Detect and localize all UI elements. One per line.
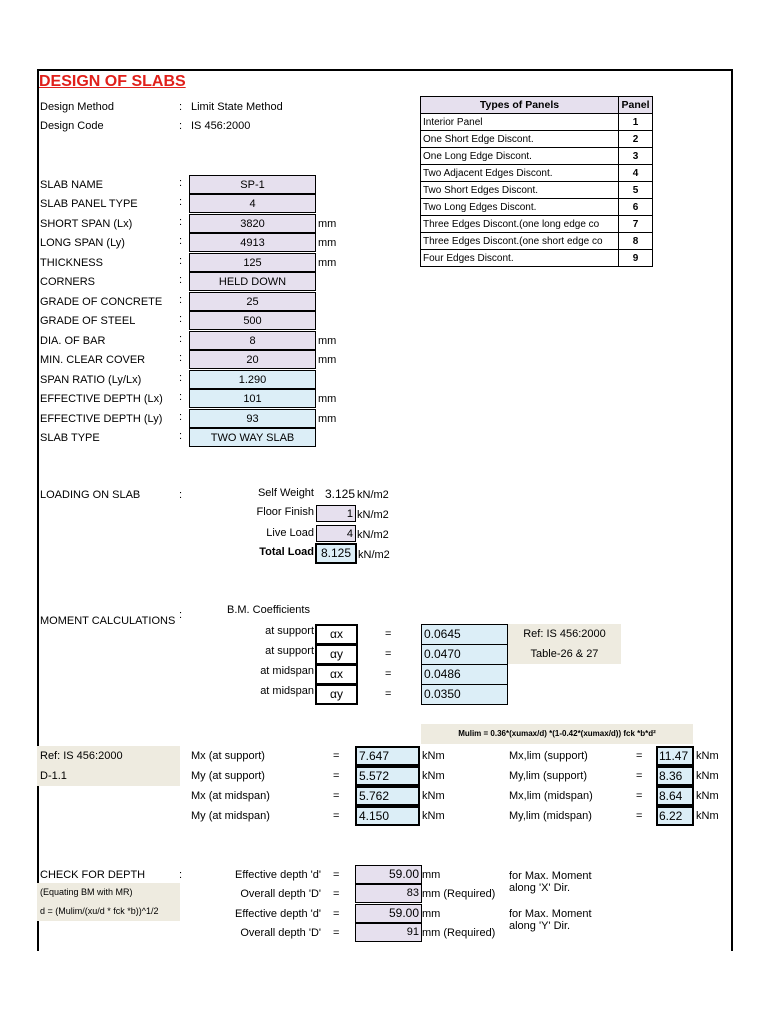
panel-number: 3 xyxy=(619,148,653,165)
input-label: GRADE OF CONCRETE xyxy=(40,296,163,308)
panel-row xyxy=(421,165,653,182)
depth-side-x-1: for Max. Moment xyxy=(509,870,592,882)
panel-row xyxy=(421,148,653,165)
self-weight-label: Self Weight xyxy=(257,487,314,499)
panel-name: Interior Panel xyxy=(421,114,619,131)
input-unit: mm xyxy=(318,413,337,425)
input-value-field[interactable]: 8 xyxy=(189,331,316,350)
depth-label: Effective depth 'd' xyxy=(235,908,321,920)
moment-value: 5.572 xyxy=(355,766,420,786)
depth-value: 83 xyxy=(355,884,422,903)
depth-unit: mm (Required) xyxy=(422,888,496,900)
live-load-label: Live Load xyxy=(266,527,314,539)
input-label: SHORT SPAN (Lx) xyxy=(40,218,133,230)
alpha-symbol: αx xyxy=(315,664,358,685)
design-method-label: Design Method xyxy=(40,101,114,113)
moment-calc-label: MOMENT CALCULATIONS xyxy=(40,615,176,627)
alpha-value: 0.0486 xyxy=(421,664,508,685)
depth-side-y-1: for Max. Moment xyxy=(509,908,592,920)
depth-side-x-2: along 'X' Dir. xyxy=(509,882,571,894)
moment-location-label: at support xyxy=(265,645,314,657)
input-unit: mm xyxy=(318,237,337,249)
moment-value: 4.150 xyxy=(355,806,420,826)
bm-coefficients-header: B.M. Coefficients xyxy=(227,604,310,616)
moment-label: My (at midspan) xyxy=(191,810,270,822)
input-value-field[interactable]: 4913 xyxy=(189,233,316,252)
panel-row xyxy=(421,114,653,131)
panel-types-table xyxy=(420,96,653,267)
input-value-field: 1.290 xyxy=(189,370,316,389)
depth-unit: mm xyxy=(422,908,441,920)
moment-limit-label: My,lim (midspan) xyxy=(509,810,592,822)
design-code-value: IS 456:2000 xyxy=(191,120,251,132)
moment-unit: kNm xyxy=(422,750,445,762)
moment-limit-unit: kNm xyxy=(696,790,719,802)
alpha-symbol: αy xyxy=(315,684,358,705)
depth-note-1: (Equating BM with MR) xyxy=(37,883,180,902)
input-value-field: 93 xyxy=(189,409,316,428)
moment-location-label: at midspan xyxy=(260,685,314,697)
panel-number: 9 xyxy=(619,250,653,267)
design-method-value: Limit State Method xyxy=(191,101,283,113)
alpha-value: 0.0645 xyxy=(421,624,508,645)
total-load-label: Total Load xyxy=(259,546,314,558)
moment-label: My (at support) xyxy=(191,770,265,782)
input-label: CORNERS xyxy=(40,276,96,288)
panel-row xyxy=(421,199,653,216)
loading-label: LOADING ON SLAB xyxy=(40,489,141,501)
input-value-field[interactable]: SP-1 xyxy=(189,175,316,194)
depth-value: 91 xyxy=(355,923,422,942)
panel-name: Four Edges Discont. xyxy=(421,250,619,267)
input-value-field: 101 xyxy=(189,389,316,408)
input-label: EFFECTIVE DEPTH (Ly) xyxy=(40,413,163,425)
panel-row xyxy=(421,233,653,250)
panel-row xyxy=(421,250,653,267)
panel-name: Three Edges Discont.(one short edge co xyxy=(421,233,619,250)
panel-number: 6 xyxy=(619,199,653,216)
moment-limit-label: My,lim (support) xyxy=(509,770,588,782)
input-value-field[interactable]: 125 xyxy=(189,253,316,272)
moment-limit-unit: kNm xyxy=(696,750,719,762)
input-value-field[interactable]: 25 xyxy=(189,292,316,311)
input-label: SLAB NAME xyxy=(40,179,103,191)
panel-number: 7 xyxy=(619,216,653,233)
panel-name: Two Short Edges Discont. xyxy=(421,182,619,199)
input-label: SPAN RATIO (Ly/Lx) xyxy=(40,374,142,386)
input-label: SLAB PANEL TYPE xyxy=(40,198,138,210)
input-unit: mm xyxy=(318,218,337,230)
moment-limit-unit: kNm xyxy=(696,810,719,822)
self-weight-value: 3.125 xyxy=(324,487,355,501)
page-title: DESIGN OF SLABS xyxy=(39,73,186,90)
panel-number: 4 xyxy=(619,165,653,182)
input-unit: mm xyxy=(318,335,337,347)
moment-limit-value: 8.64 xyxy=(656,786,694,806)
bm-ref-1: Ref: IS 456:2000 xyxy=(37,746,180,766)
panel-number: 1 xyxy=(619,114,653,131)
depth-unit: mm xyxy=(422,869,441,881)
input-label: GRADE OF STEEL xyxy=(40,315,136,327)
depth-value: 59.00 xyxy=(355,904,422,923)
moment-limit-label: Mx,lim (support) xyxy=(509,750,588,762)
moment-label: Mx (at midspan) xyxy=(191,790,270,802)
panel-number: 5 xyxy=(619,182,653,199)
alpha-value: 0.0470 xyxy=(421,644,508,665)
floor-finish-label: Floor Finish xyxy=(256,506,314,518)
alpha-symbol: αx xyxy=(315,624,358,645)
panel-type-header: Types of Panels xyxy=(421,97,619,114)
mulim-formula: Mulim = 0.36*(xumax/d) *(1-0.42*(xumax/d)) fck *b*d² xyxy=(421,724,693,744)
input-value-field[interactable]: 4 xyxy=(189,194,316,213)
bm-ref-2: D-1.1 xyxy=(37,766,180,786)
input-value-field: TWO WAY SLAB xyxy=(189,428,316,447)
moment-unit: kNm xyxy=(422,770,445,782)
panel-name: Two Long Edges Discont. xyxy=(421,199,619,216)
depth-label: Overall depth 'D' xyxy=(240,927,321,939)
panel-number: 8 xyxy=(619,233,653,250)
moment-limit-unit: kNm xyxy=(696,770,719,782)
input-unit: mm xyxy=(318,257,337,269)
panel-name: Three Edges Discont.(one long edge co xyxy=(421,216,619,233)
live-load-unit: kN/m2 xyxy=(357,529,389,541)
live-load-field[interactable]: 4 xyxy=(316,525,356,542)
self-weight-unit: kN/m2 xyxy=(357,489,389,501)
moment-value: 7.647 xyxy=(355,746,420,766)
input-value-field[interactable]: 3820 xyxy=(189,214,316,233)
moment-limit-value: 6.22 xyxy=(656,806,694,826)
depth-value: 59.00 xyxy=(355,865,422,884)
depth-note-2: d = (Mulim/(xu/d * fck *b))^1/2 xyxy=(37,902,180,921)
panel-number: 2 xyxy=(619,131,653,148)
panel-row xyxy=(421,131,653,148)
alpha-value: 0.0350 xyxy=(421,684,508,705)
equals-sign: = xyxy=(385,628,392,640)
design-code-label: Design Code xyxy=(40,120,104,132)
panel-name: One Long Edge Discont. xyxy=(421,148,619,165)
depth-label: Overall depth 'D' xyxy=(240,888,321,900)
input-value-field[interactable]: 500 xyxy=(189,311,316,330)
panel-name: Two Adjacent Edges Discont. xyxy=(421,165,619,182)
moment-unit: kNm xyxy=(422,790,445,802)
panel-row xyxy=(421,182,653,199)
input-label: THICKNESS xyxy=(40,257,103,269)
input-unit: mm xyxy=(318,354,337,366)
floor-finish-unit: kN/m2 xyxy=(357,509,389,521)
total-load-value: 8.125 xyxy=(315,543,357,564)
moment-label: Mx (at support) xyxy=(191,750,265,762)
panel-name: One Short Edge Discont. xyxy=(421,131,619,148)
moment-location-label: at support xyxy=(265,625,314,637)
moment-unit: kNm xyxy=(422,810,445,822)
total-load-unit: kN/m2 xyxy=(358,549,390,561)
panel-number-header: Panel xyxy=(619,97,653,114)
moment-ref-2: Table-26 & 27 xyxy=(508,644,621,664)
input-label: DIA. OF BAR xyxy=(40,335,106,347)
alpha-symbol: αy xyxy=(315,644,358,665)
input-value-field[interactable]: 20 xyxy=(189,350,316,369)
depth-unit: mm (Required) xyxy=(422,927,496,939)
equals-sign: = xyxy=(385,688,392,700)
equals-sign: = xyxy=(385,668,392,680)
moment-limit-value: 11.47 xyxy=(656,746,694,766)
input-unit: mm xyxy=(318,393,337,405)
moment-location-label: at midspan xyxy=(260,665,314,677)
input-label: EFFECTIVE DEPTH (Lx) xyxy=(40,393,163,405)
depth-label: Effective depth 'd' xyxy=(235,869,321,881)
floor-finish-field[interactable]: 1 xyxy=(316,505,356,522)
input-label: MIN. CLEAR COVER xyxy=(40,354,146,366)
equals-sign: = xyxy=(385,648,392,660)
moment-limit-label: Mx,lim (midspan) xyxy=(509,790,593,802)
input-label: SLAB TYPE xyxy=(40,432,100,444)
panel-row xyxy=(421,216,653,233)
moment-limit-value: 8.36 xyxy=(656,766,694,786)
moment-ref-1: Ref: IS 456:2000 xyxy=(508,624,621,644)
check-depth-label: CHECK FOR DEPTH xyxy=(40,869,146,881)
input-label: LONG SPAN (Ly) xyxy=(40,237,125,249)
input-value-field[interactable]: HELD DOWN xyxy=(189,272,316,291)
depth-side-y-2: along 'Y' Dir. xyxy=(509,920,571,932)
moment-value: 5.762 xyxy=(355,786,420,806)
